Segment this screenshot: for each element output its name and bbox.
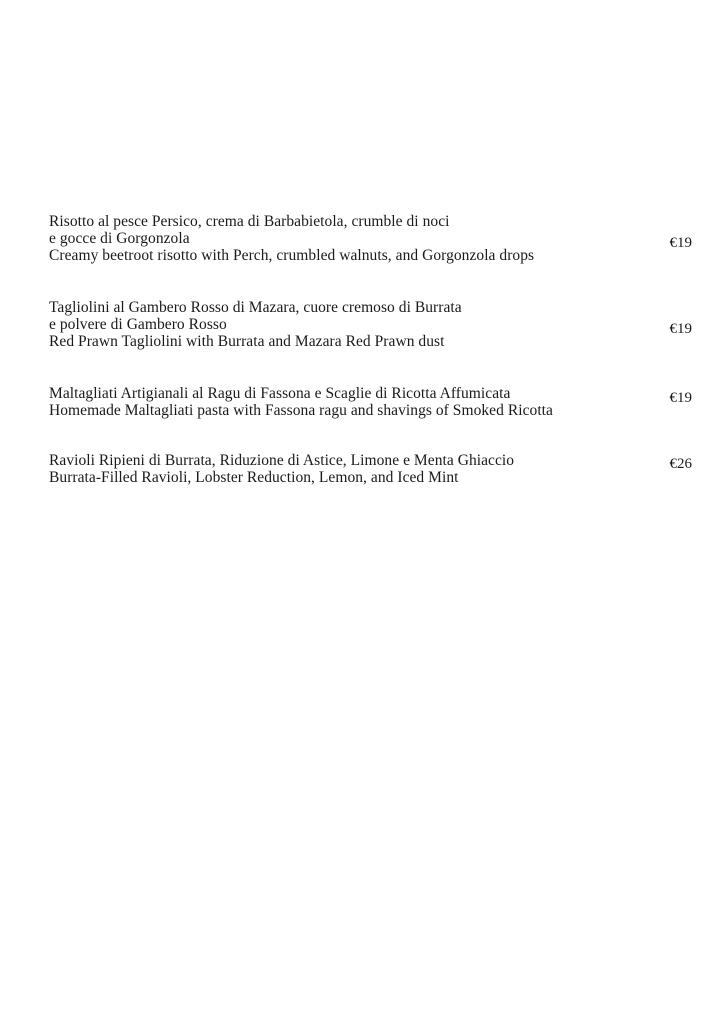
- dish-price: €26: [669, 456, 692, 472]
- dish-name-italian: Risotto al pesce Persico, crema di Barbabietola, crumble di noci: [49, 213, 450, 230]
- menu-item-maltagliati: [49, 385, 694, 419]
- dish-price: €19: [669, 235, 692, 251]
- dish-name-italian-continued: e polvere di Gambero Rosso: [49, 316, 227, 333]
- dish-name-italian-continued: e gocce di Gorgonzola: [49, 230, 190, 247]
- dish-name-english: Burrata-Filled Ravioli, Lobster Reduction, Lemon, and Iced Mint: [49, 469, 459, 486]
- dish-name-italian: Ravioli Ripieni di Burrata, Riduzione di Astice, Limone e Menta Ghiaccio: [49, 452, 515, 469]
- dish-name-italian: Tagliolini al Gambero Rosso di Mazara, cuore cremoso di Burrata: [49, 299, 462, 316]
- dish-name-italian: Maltagliati Artigianali al Ragu di Fassona e Scaglie di Ricotta Affumicata: [49, 385, 511, 402]
- dish-name-english: Homemade Maltagliati pasta with Fassona ragu and shavings of Smoked Ricotta: [49, 402, 553, 419]
- dish-name-english: Red Prawn Tagliolini with Burrata and Mazara Red Prawn dust: [49, 333, 445, 350]
- menu-item-ravioli: [49, 452, 694, 486]
- menu-item-tagliolini: [49, 299, 694, 350]
- dish-name-english: Creamy beetroot risotto with Perch, crumbled walnuts, and Gorgonzola drops: [49, 247, 535, 264]
- menu-item-risotto: [49, 213, 694, 264]
- menu-list: [49, 213, 694, 486]
- dish-price: €19: [669, 390, 692, 406]
- dish-price: €19: [669, 321, 692, 337]
